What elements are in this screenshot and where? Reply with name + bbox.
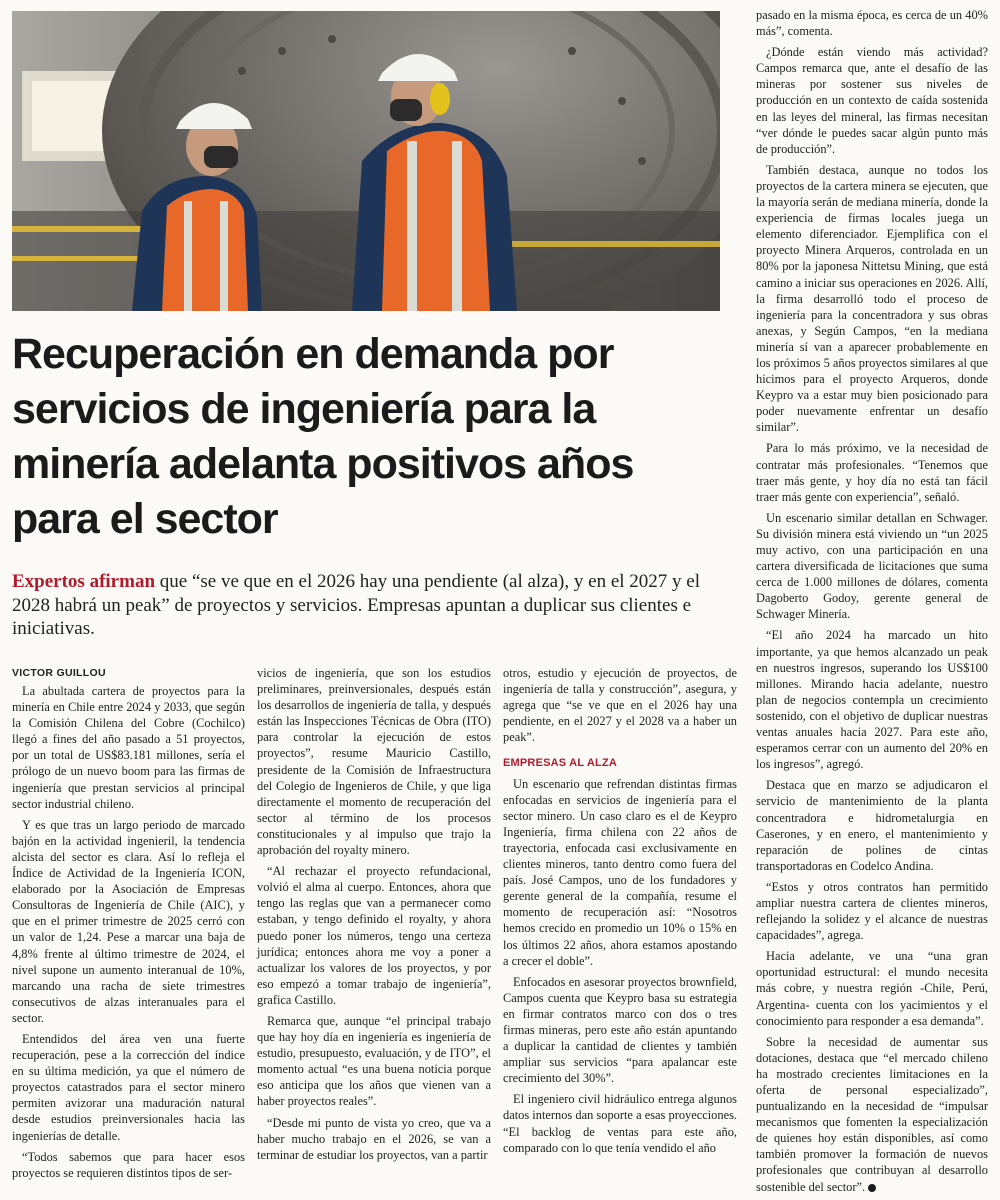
section-subhead: EMPRESAS AL ALZA	[503, 757, 618, 770]
headline-line: minería adelanta positivos años	[12, 440, 634, 488]
body-paragraph: La abultada cartera de proyectos para la minería en Chile entre 2024 y 2033, que según la Comisión Chilena del Cobre (Cochilco) llegó a fines del año pasado a 51 proyectos, por un total de US$83.181 millones, sería el prólogo de un nuevo boom para las firmas de ingeniería que prestan servicios al principal sector industrial chileno.	[12, 684, 245, 811]
headline	[12, 327, 732, 547]
lead-kicker: Expertos afirman	[12, 571, 156, 592]
body-paragraph: También destaca, aunque no todos los proyectos de la cartera minera se ejecuten, que la mayoría serán de mediana minería, donde la experiencia de firmas locales juega un elemento diferenciador. Ejemplifica con el proyecto Minera Arqueros, controlada en un 80% por la japonesa Nittetsu Mining, que está camino a iniciar sus operaciones en 2026. Allí, la firma desarrolló todo el proceso de ingeniería para la concentradora y sus obras anexas, y Según Campos, “en la mediana minería sí van a aparecer probablemente en los próximos 5 años proyectos similares al que hicimos para el proyecto Arqueros, donde Keypro va a estar muy bien posicionado para poder nuevamente enfrentar un desafío similar”.	[756, 162, 988, 435]
headline-line: para el sector	[12, 495, 278, 543]
body-paragraph: “Al rechazar el proyecto refundacional, volvió el alma al cuerpo. Entonces, ahora que tengo las reglas que van a permanecer como estaban, y tengo definido el royalty, y ahora puedo poner los números, tengo una certeza jurídica; entonces ahora me voy a poner a actualizar los valores de los proyectos, y por eso empezó a tomar trabajo de ingeniería”, grafica Castillo.	[257, 864, 491, 1007]
headline-line: Recuperación en demanda por	[12, 330, 614, 378]
lead-text: que “se ve que en el 2026 hay una pendiente (al alza), y en el 2027 y el 2028 habrá un peak” de proyectos y servicios. Empresas apuntan a duplicar sus clientes e iniciativas.	[12, 571, 700, 639]
body-paragraph: Remarca que, aunque “el principal trabajo que hay hoy día en ingeniería es ingeniería de estudio, presupuesto, evaluación, y de ITO”, el momento actual “es una buena noticia porque eso anticipa que los años que vienen van a haber proyectos reales”.	[257, 1013, 491, 1109]
body-paragraph: Un escenario similar detallan en Schwager. Su división minera está viviendo un “un 2025 muy activo, con una participación en una cartera diversificada de licitaciones que suma cerca de 1.000 millones de dólares, comenta Dagoberto Godoy, gerente general de Schwager Minería.	[756, 510, 988, 622]
mining-workers-photo	[12, 11, 720, 311]
article-photo	[12, 11, 720, 311]
body-paragraph: Y es que tras un largo periodo de marcado bajón en la actividad ingenieril, la tendencia alcista del sector es clara. Así lo refleja el Índice de Actividad de la Ingeniería ICON, elaborado por la Asociación de Empresas Consultoras de Ingeniería de Chile (AIC), y que en el primer trimestre de 2025 cerró con un valor de 1,24. Pese a marcar una baja de 4,8% frente al último trimestre de 2024, el nivel supone un aumento interanual de 10%, marcando una racha de siete trimestres consecutivos de alzas interanuales para el sector.	[12, 817, 245, 1025]
headline-line: servicios de ingeniería para la	[12, 385, 596, 433]
body-paragraph: “Estos y otros contratos han permitido ampliar nuestra cartera de clientes mineros, reflejando la solidez y el alcance de nuestras capacidades”, agrega.	[756, 879, 988, 943]
body-paragraph: “El año 2024 ha marcado un hito importante, ya que hemos alcanzado un peak en nuestros ingresos, superando los US$100 millones. Mirando hacia adelante, nuestro plan de negocios contempla un crecimiento sostenido, con el objetivo de duplicar nuestras ventas anuales hacia 2027. Para este año, esperamos cerrar con un aumento del 20% en los ingresos”, agregó.	[756, 628, 988, 772]
body-paragraph: Entendidos del área ven una fuerte recuperación, pese a la corrección del índice en su última medición, ya que el número de proyectos catastrados para el sector minero permiten avizorar una maduración natural desde estudios preinversionales hacia las ingenierías de detalle.	[12, 1031, 245, 1143]
body-paragraph: “Todos sabemos que para hacer esos proyectos se requieren distintos tipos de ser-	[12, 1149, 245, 1180]
lead-paragraph	[12, 570, 722, 641]
body-column-4	[756, 7, 988, 1200]
body-column-3	[503, 665, 737, 1161]
body-text: Sobre la necesidad de aumentar sus dotaciones, destaca que “el mercado chileno ha mostrado crecientes limitaciones en la oferta de personal especializado”, puntualizando en la necesidad de “impulsar mecanismos que fomenten la especialización de quienes hoy están disponibles, así como también promover la formación de nuevos profesionales que contribuyan al desarrollo sostenible del sector”.	[756, 1034, 988, 1194]
body-paragraph: ¿Dónde están viendo más actividad? Campos remarca que, ante el desafío de las mineras por sostener sus niveles de producción en un contexto de caída sostenida en las leyes del mineral, las firmas necesitan “ver dónde le puedes sacar algún punto más de producción”.	[756, 45, 988, 156]
body-paragraph: vicios de ingeniería, que son los estudios preliminares, preinversionales, después están los desarrollos de ingeniería de talla, y después están las Inspecciones Técnicas de Obra (ITO) para controlar la ejecución de estos proyectos”, resume Mauricio Castillo, presidente de la Comisión de Infraestructura del Colegio de Ingenieros de Chile, y que liga directamente el momento de recuperación del sector al término de los procesos constitucionales y al impulso que trajo la aprobación del royalty minero.	[257, 666, 491, 858]
body-paragraph: Destaca que en marzo se adjudicaron el servicio de mantenimiento de la planta concentradora e hidrometalurgia en Caserones, y en enero, el mantenimiento y reparación de polines de cintas transportadoras en Codelco Andina.	[756, 778, 988, 873]
body-paragraph: “Desde mi punto de vista yo creo, que va a haber mucho trabajo en el 2026, se van a terminar de estudiar los proyectos, van a partir	[257, 1115, 491, 1162]
body-column-2	[257, 665, 491, 1168]
body-paragraph: Enfocados en asesorar proyectos brownfield, Campos cuenta que Keypro basa su estrategia en firmar contratos marco con dos o tres firmas mineras, pero este año están apuntando a duplicar la cantidad de clientes y también ampliar sus servicios “para apalancar este crecimiento del 30%”.	[503, 974, 737, 1086]
body-paragraph: Hacia adelante, ve una “una gran oportunidad estructural: el mundo necesita más cobre, y nuestra región -Chile, Perú, Argentina- cuenta con los yacimientos y el conocimiento para responder a esa demanda”.	[756, 949, 988, 1028]
body-column-1	[12, 683, 245, 1186]
body-paragraph: otros, estudio y ejecución de proyectos, de ingeniería de talla y construcción”, asegura, y agrega que “se ve que en el 2026 hay una pendiente, en el 2027 y el 2028 va a haber un peak”.	[503, 666, 737, 745]
body-paragraph: pasado en la misma época, es cerca de un 40% más”, comenta.	[756, 8, 988, 39]
body-paragraph: Para lo más próximo, ve la necesidad de contratar más profesionales. “Tenemos que traer más gente, y hoy día no está tan fácil traer más gente con experiencia”, señaló.	[756, 441, 988, 504]
body-paragraph-last	[756, 1034, 988, 1195]
body-paragraph: El ingeniero civil hidráulico entrega algunos datos internos dan soporte a esas proyecciones. “El backlog de ventas para este año, comparado con lo que tenía vendido el año	[503, 1092, 737, 1155]
body-paragraph: Un escenario que refrendan distintas firmas enfocadas en servicios de ingeniería para el sector minero. Un caso claro es el de Keypro Ingeniería, firma chilena con 22 años de trayectoria, enfocada casi exclusivamente en clientes mineros, tanto dentro como fuera del país. José Campos, uno de los fundadores y gerente general de la compañía, resume el momento de recuperación así: “Nosotros hemos crecido en promedio un 10% o 15% en los últimos 22 años, ahora estamos apostando a crecer el doble”.	[503, 776, 737, 968]
byline: VICTOR GUILLOU	[12, 667, 106, 679]
end-of-article-icon	[868, 1184, 876, 1192]
